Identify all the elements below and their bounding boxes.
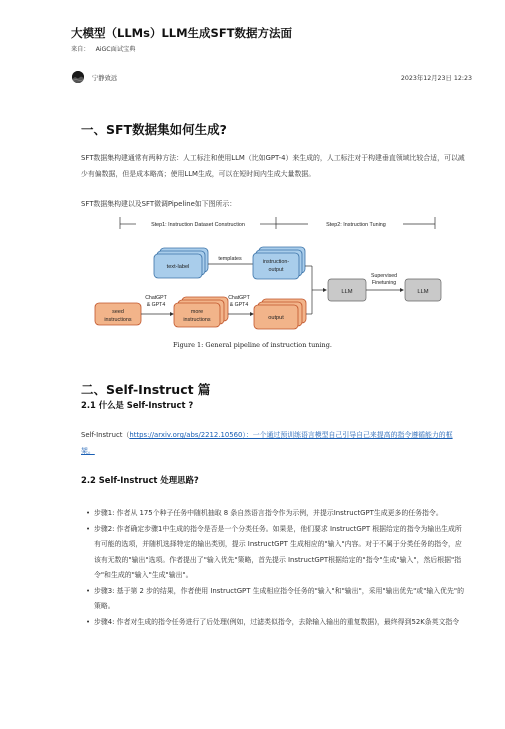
llm-right-text: LLM xyxy=(417,289,429,295)
source-label: 来自： xyxy=(71,46,90,53)
section2-2-heading: 2.2 Self-Instruct 处理思路? xyxy=(81,475,199,485)
figure-caption: Figure 1: General pipeline of instruction tuning. xyxy=(173,341,332,349)
avatar-landscape-icon xyxy=(72,71,84,83)
seed-line1: seed xyxy=(112,309,124,315)
steps-list xyxy=(86,506,466,630)
list-item: • 步骤4: 作者对生成的指令任务进行了后处理(例如，过滤类似指令，去除输入输出的重复数据)，最终得到52K条英文指令 xyxy=(86,615,466,631)
chatgpt1-line1: ChatGPT xyxy=(145,295,167,301)
author-row xyxy=(72,71,472,83)
instruction-output-line2: output xyxy=(268,267,284,273)
text-label-box xyxy=(154,248,208,278)
pipeline-figure xyxy=(90,215,445,355)
list-item: • 步骤1: 作者从 175个种子任务中随机抽取 8 条自然语言指令作为示例，并提示InstructGPT生成更多的任务指令。 xyxy=(86,506,466,522)
text-label-text: text-label xyxy=(166,264,190,270)
source-name[interactable]: AiGC面试宝典 xyxy=(95,46,136,53)
intro-prefix: Self-Instruct（ xyxy=(81,431,130,439)
chatgpt1-line2: & GPT4 xyxy=(146,302,166,308)
llm-box-right xyxy=(405,279,441,301)
avatar[interactable] xyxy=(72,71,84,83)
more-line1: more xyxy=(190,309,204,315)
llm-left-text: LLM xyxy=(341,289,353,295)
list-item: • 步骤2: 作者确定步骤1中生成的指令是否是一个分类任务。如果是，他们要求 InstructGPT 根据给定的指令为输出生成所有可能的选项，并随机选择特定的输出类别，提示 InstructGPT 生成相应的"输入"内容。对于不属于分类任务的指令，应该有无数的"输出"选项。作者提出了"输入优先"策略，首先提示 InstructGPT根据给定的"指令"生成"输入"，然后根据"指令"和生成的"输入"生成"输出"。 xyxy=(86,522,466,584)
more-instructions-box xyxy=(174,297,228,327)
instruction-output-box xyxy=(253,247,305,279)
seed-instructions-box xyxy=(95,303,141,325)
supervised-line1: Supervised xyxy=(371,273,397,279)
chatgpt2-line1: ChatGPT xyxy=(228,295,250,301)
arxiv-link[interactable]: https://arxiv.org/abs/2212.10560 xyxy=(129,431,243,439)
chatgpt2-line2: & GPT4 xyxy=(229,302,249,308)
instruction-output-line1: instruction- xyxy=(262,259,290,265)
section1-heading: 一、SFT数据集如何生成? xyxy=(81,122,227,137)
author-name[interactable]: 宁静致远 xyxy=(92,75,118,82)
step1-label: Step1: Instruction Dataset Construction xyxy=(151,222,245,228)
publish-date: 2023年12月23日 12:23 xyxy=(400,75,472,82)
section2-heading: 二、Self-Instruct 篇 xyxy=(81,382,211,397)
merge-connector xyxy=(305,266,323,314)
section2-1-heading: 2.1 什么是 Self-Instruct ? xyxy=(81,400,194,410)
step2-label: Step2: Instruction Tuning xyxy=(326,222,386,228)
output-box xyxy=(254,299,306,329)
self-instruct-intro xyxy=(81,428,466,459)
article-source xyxy=(71,44,135,53)
section1-figure-intro: SFT数据集构建以及SFT微调Pipeline如下图所示： xyxy=(81,200,237,208)
section1-paragraph: SFT数据集构建通常有两种方法：人工标注和使用LLM（比如GPT-4）来生成的，人工标注对于构建垂直领域比较合适，可以减少有偏数据，但是成本略高；使用LLM生成，可以在短时间内生成大量数据。 xyxy=(81,154,465,178)
seed-line2: instructions xyxy=(104,317,132,323)
llm-box-left xyxy=(328,279,366,301)
article-title: 大模型（LLMs）LLM生成SFT数据方法面 xyxy=(71,26,293,40)
more-line2: instructions xyxy=(183,317,211,323)
list-item: • 步骤3: 基于第 2 步的结果，作者使用 InstructGPT 生成相应指令任务的"输入"和"输出"，采用"输出优先"或"输入优先"的策略。 xyxy=(86,584,466,615)
supervised-line2: Finetuning xyxy=(371,280,397,286)
intro-suffix-link[interactable]: ）：一个通过预训练语言模型自己引导自己来提高的指令遵循能力的框架。 xyxy=(81,431,453,455)
output-text: output xyxy=(268,315,284,321)
templates-label: templates xyxy=(218,256,242,262)
